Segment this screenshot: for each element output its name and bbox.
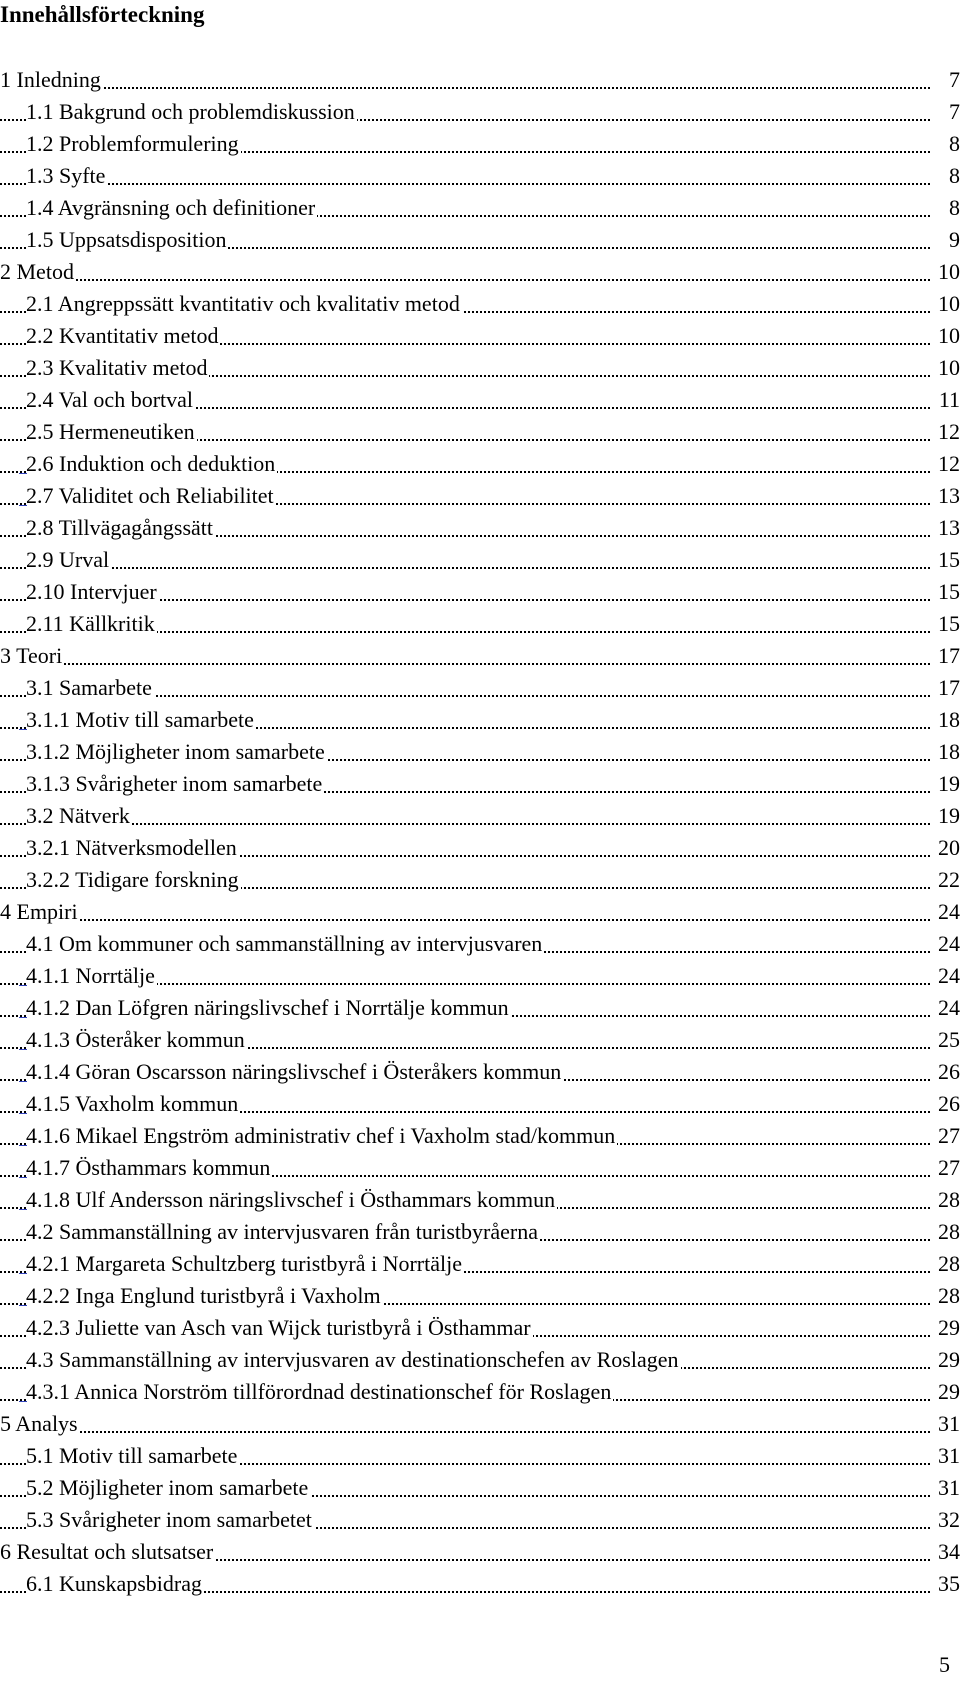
toc-entry-label: 4.1.3 Österåker kommun <box>26 1024 247 1056</box>
toc-entry-page: 24 <box>930 960 960 992</box>
toc-entry-page: 27 <box>930 1152 960 1184</box>
toc-entry-page: 31 <box>930 1408 960 1440</box>
toc-entry[interactable] <box>0 768 960 800</box>
toc-entry-label: 1.3 Syfte <box>26 160 107 192</box>
toc-entry[interactable] <box>0 224 960 256</box>
toc-entry-label: 3.2.2 Tidigare forskning <box>26 864 241 896</box>
toc-entry[interactable] <box>0 480 960 512</box>
toc-entry-label: 2.3 Kvalitativ metod <box>26 352 209 384</box>
page-number: 5 <box>939 1652 950 1677</box>
toc-entry-label: 4.3 Sammanställning av intervjusvaren av destinationschefen av Roslagen <box>26 1344 681 1376</box>
link-mark <box>19 1401 27 1402</box>
dot-leader <box>0 279 930 281</box>
toc-entry[interactable] <box>0 256 960 288</box>
toc-entry-page: 19 <box>930 768 960 800</box>
toc-entry-label: 2.1 Angreppssätt kvantitativ och kvalitativ metod <box>26 288 462 320</box>
toc-entry[interactable] <box>0 1248 960 1280</box>
toc-entry-page: 18 <box>930 736 960 768</box>
toc-entry-page: 7 <box>930 96 960 128</box>
toc-entry-label: 4.1.5 Vaxholm kommun <box>26 1088 240 1120</box>
dot-leader <box>0 567 930 569</box>
toc-entry-page: 29 <box>930 1344 960 1376</box>
toc-entry-label: 4.1.6 Mikael Engström administrativ chef i Vaxholm stad/kommun <box>26 1120 617 1152</box>
toc-entry-page: 17 <box>930 672 960 704</box>
toc-entry[interactable] <box>0 672 960 704</box>
toc-entry-page: 15 <box>930 576 960 608</box>
dot-leader <box>0 919 930 921</box>
toc-entry-label: 4.1.8 Ulf Andersson näringslivschef i Östhammars kommun <box>26 1184 557 1216</box>
toc-entry-page: 11 <box>930 384 960 416</box>
toc-entry-page: 28 <box>930 1280 960 1312</box>
toc-entry[interactable] <box>0 640 960 672</box>
dot-leader <box>0 823 930 825</box>
toc-entry-label: 3.1.2 Möjligheter inom samarbete <box>26 736 327 768</box>
toc-entry[interactable] <box>0 1472 960 1504</box>
toc-entry-page: 15 <box>930 544 960 576</box>
toc-entry-label: 2.11 Källkritik <box>26 608 157 640</box>
link-mark <box>19 729 27 730</box>
toc-entry-page: 28 <box>930 1248 960 1280</box>
link-mark <box>19 1049 27 1050</box>
toc-entry[interactable] <box>0 512 960 544</box>
toc-entry[interactable] <box>0 288 960 320</box>
toc-entry-page: 9 <box>930 224 960 256</box>
toc-entry-page: 19 <box>930 800 960 832</box>
toc-entry[interactable] <box>0 1568 960 1600</box>
toc-entry-page: 12 <box>930 416 960 448</box>
toc-entry[interactable] <box>0 928 960 960</box>
toc-entry[interactable] <box>0 576 960 608</box>
link-mark <box>19 1113 27 1114</box>
link-mark <box>19 1209 27 1210</box>
toc-entry-label: 3.1 Samarbete <box>26 672 154 704</box>
toc-entry-page: 32 <box>930 1504 960 1536</box>
link-mark <box>19 1273 27 1274</box>
toc-entry[interactable] <box>0 704 960 736</box>
toc-entry[interactable] <box>0 736 960 768</box>
toc-entry[interactable] <box>0 960 960 992</box>
toc-entry-label: 4.2.1 Margareta Schultzberg turistbyrå i Norrtälje <box>26 1248 464 1280</box>
dot-leader <box>0 87 930 89</box>
toc-entry-label: 4.1.7 Östhammars kommun <box>26 1152 272 1184</box>
toc-entry-page: 25 <box>930 1024 960 1056</box>
link-mark <box>19 985 27 986</box>
toc-entry[interactable] <box>0 352 960 384</box>
toc-entry-page: 35 <box>930 1568 960 1600</box>
toc-entry-page: 24 <box>930 928 960 960</box>
toc-entry[interactable] <box>0 1312 960 1344</box>
toc-entry-page: 29 <box>930 1312 960 1344</box>
toc-entry[interactable] <box>0 1408 960 1440</box>
toc-entry[interactable] <box>0 64 960 96</box>
table-of-contents <box>0 64 960 1600</box>
toc-entry-page: 28 <box>930 1216 960 1248</box>
toc-entry-page: 31 <box>930 1440 960 1472</box>
toc-entry[interactable] <box>0 448 960 480</box>
toc-entry-label: 2.9 Urval <box>26 544 111 576</box>
toc-entry-label: 2.8 Tillvägagångssätt <box>26 512 215 544</box>
toc-entry[interactable] <box>0 128 960 160</box>
toc-entry[interactable] <box>0 896 960 928</box>
toc-entry-page: 20 <box>930 832 960 864</box>
toc-entry-label: 2.2 Kvantitativ metod <box>26 320 220 352</box>
toc-entry-label: 1.2 Problemformulering <box>26 128 241 160</box>
toc-entry-label: 2.4 Val och bortval <box>26 384 195 416</box>
toc-entry[interactable] <box>0 320 960 352</box>
toc-entry[interactable] <box>0 608 960 640</box>
toc-entry-page: 26 <box>930 1056 960 1088</box>
dot-leader <box>0 183 930 185</box>
toc-entry[interactable] <box>0 1344 960 1376</box>
toc-entry-label: 3 Teori <box>0 640 64 672</box>
toc-entry-page: 31 <box>930 1472 960 1504</box>
toc-entry-label: 2.7 Validitet och Reliabilitet <box>26 480 276 512</box>
toc-entry-label: 3.1.3 Svårigheter inom samarbete <box>26 768 324 800</box>
toc-entry-page: 18 <box>930 704 960 736</box>
toc-entry[interactable] <box>0 1056 960 1088</box>
toc-entry-label: 1.4 Avgränsning och definitioner <box>26 192 317 224</box>
toc-entry-label: 2.5 Hermeneutiken <box>26 416 197 448</box>
link-mark <box>19 1305 27 1306</box>
link-mark <box>19 1145 27 1146</box>
toc-entry-label: 4.2.3 Juliette van Asch van Wijck turistbyrå i Östhammar <box>26 1312 533 1344</box>
toc-entry-page: 8 <box>930 128 960 160</box>
link-mark <box>19 473 27 474</box>
toc-entry-label: 2.10 Intervjuer <box>26 576 159 608</box>
toc-entry-page: 8 <box>930 160 960 192</box>
toc-entry[interactable] <box>0 384 960 416</box>
toc-entry-label: 6.1 Kunskapsbidrag <box>26 1568 204 1600</box>
toc-entry-label: 5.1 Motiv till samarbete <box>26 1440 239 1472</box>
toc-entry[interactable] <box>0 1440 960 1472</box>
toc-entry-label: 4 Empiri <box>0 896 80 928</box>
toc-entry[interactable] <box>0 1216 960 1248</box>
toc-entry-page: 22 <box>930 864 960 896</box>
toc-entry[interactable] <box>0 544 960 576</box>
toc-entry[interactable] <box>0 416 960 448</box>
toc-entry-label: 4.2 Sammanställning av intervjusvaren från turistbyråerna <box>26 1216 540 1248</box>
link-mark <box>19 505 27 506</box>
toc-entry-label: 1 Inledning <box>0 64 103 96</box>
toc-entry-page: 13 <box>930 512 960 544</box>
toc-entry-label: 5.2 Möjligheter inom samarbete <box>26 1472 310 1504</box>
toc-entry-label: 4.2.2 Inga Englund turistbyrå i Vaxholm <box>26 1280 383 1312</box>
toc-entry-label: 3.1.1 Motiv till samarbete <box>26 704 256 736</box>
toc-entry-page: 7 <box>930 64 960 96</box>
toc-entry-page: 15 <box>930 608 960 640</box>
toc-entry-label: 1.5 Uppsatsdisposition <box>26 224 228 256</box>
toc-entry-label: 6 Resultat och slutsatser <box>0 1536 215 1568</box>
toc-entry-label: 1.1 Bakgrund och problemdiskussion <box>26 96 357 128</box>
toc-entry[interactable] <box>0 1184 960 1216</box>
toc-entry-label: 4.3.1 Annica Norström tillförordnad destinationschef för Roslagen <box>26 1376 613 1408</box>
toc-entry[interactable] <box>0 1120 960 1152</box>
toc-entry[interactable] <box>0 1536 960 1568</box>
toc-entry[interactable] <box>0 1376 960 1408</box>
page-title: Innehållsförteckning <box>0 2 205 27</box>
toc-entry[interactable] <box>0 192 960 224</box>
toc-entry-label: 2.6 Induktion och deduktion <box>26 448 277 480</box>
toc-entry[interactable] <box>0 992 960 1024</box>
toc-entry-label: 3.2 Nätverk <box>26 800 132 832</box>
toc-entry-page: 10 <box>930 256 960 288</box>
toc-entry[interactable] <box>0 1152 960 1184</box>
toc-entry-page: 27 <box>930 1120 960 1152</box>
dot-leader <box>0 1431 930 1433</box>
toc-entry-page: 34 <box>930 1536 960 1568</box>
toc-entry-page: 10 <box>930 320 960 352</box>
toc-entry-label: 3.2.1 Nätverksmodellen <box>26 832 239 864</box>
toc-entry-label: 2 Metod <box>0 256 76 288</box>
toc-entry-page: 29 <box>930 1376 960 1408</box>
toc-entry-page: 13 <box>930 480 960 512</box>
toc-entry-label: 4.1.1 Norrtälje <box>26 960 157 992</box>
toc-entry[interactable] <box>0 1088 960 1120</box>
toc-entry[interactable] <box>0 1024 960 1056</box>
toc-entry[interactable] <box>0 832 960 864</box>
toc-entry[interactable] <box>0 160 960 192</box>
toc-entry-label: 5 Analys <box>0 1408 80 1440</box>
toc-entry-label: 4.1.2 Dan Löfgren näringslivschef i Norrtälje kommun <box>26 992 511 1024</box>
toc-entry[interactable] <box>0 96 960 128</box>
toc-entry[interactable] <box>0 1280 960 1312</box>
toc-entry-label: 5.3 Svårigheter inom samarbetet <box>26 1504 314 1536</box>
toc-entry-page: 28 <box>930 1184 960 1216</box>
toc-entry-page: 10 <box>930 288 960 320</box>
link-mark <box>19 1081 27 1082</box>
toc-entry-label: 4.1 Om kommuner och sammanställning av intervjusvaren <box>26 928 544 960</box>
toc-entry-page: 17 <box>930 640 960 672</box>
dot-leader <box>0 663 930 665</box>
toc-entry-page: 8 <box>930 192 960 224</box>
toc-entry-page: 10 <box>930 352 960 384</box>
link-mark <box>19 1017 27 1018</box>
toc-entry[interactable] <box>0 1504 960 1536</box>
toc-entry-page: 24 <box>930 896 960 928</box>
toc-entry-label: 4.1.4 Göran Oscarsson näringslivschef i Österåkers kommun <box>26 1056 563 1088</box>
toc-entry[interactable] <box>0 800 960 832</box>
toc-entry-page: 26 <box>930 1088 960 1120</box>
toc-entry-page: 24 <box>930 992 960 1024</box>
toc-entry-page: 12 <box>930 448 960 480</box>
toc-entry[interactable] <box>0 864 960 896</box>
link-mark <box>19 1177 27 1178</box>
